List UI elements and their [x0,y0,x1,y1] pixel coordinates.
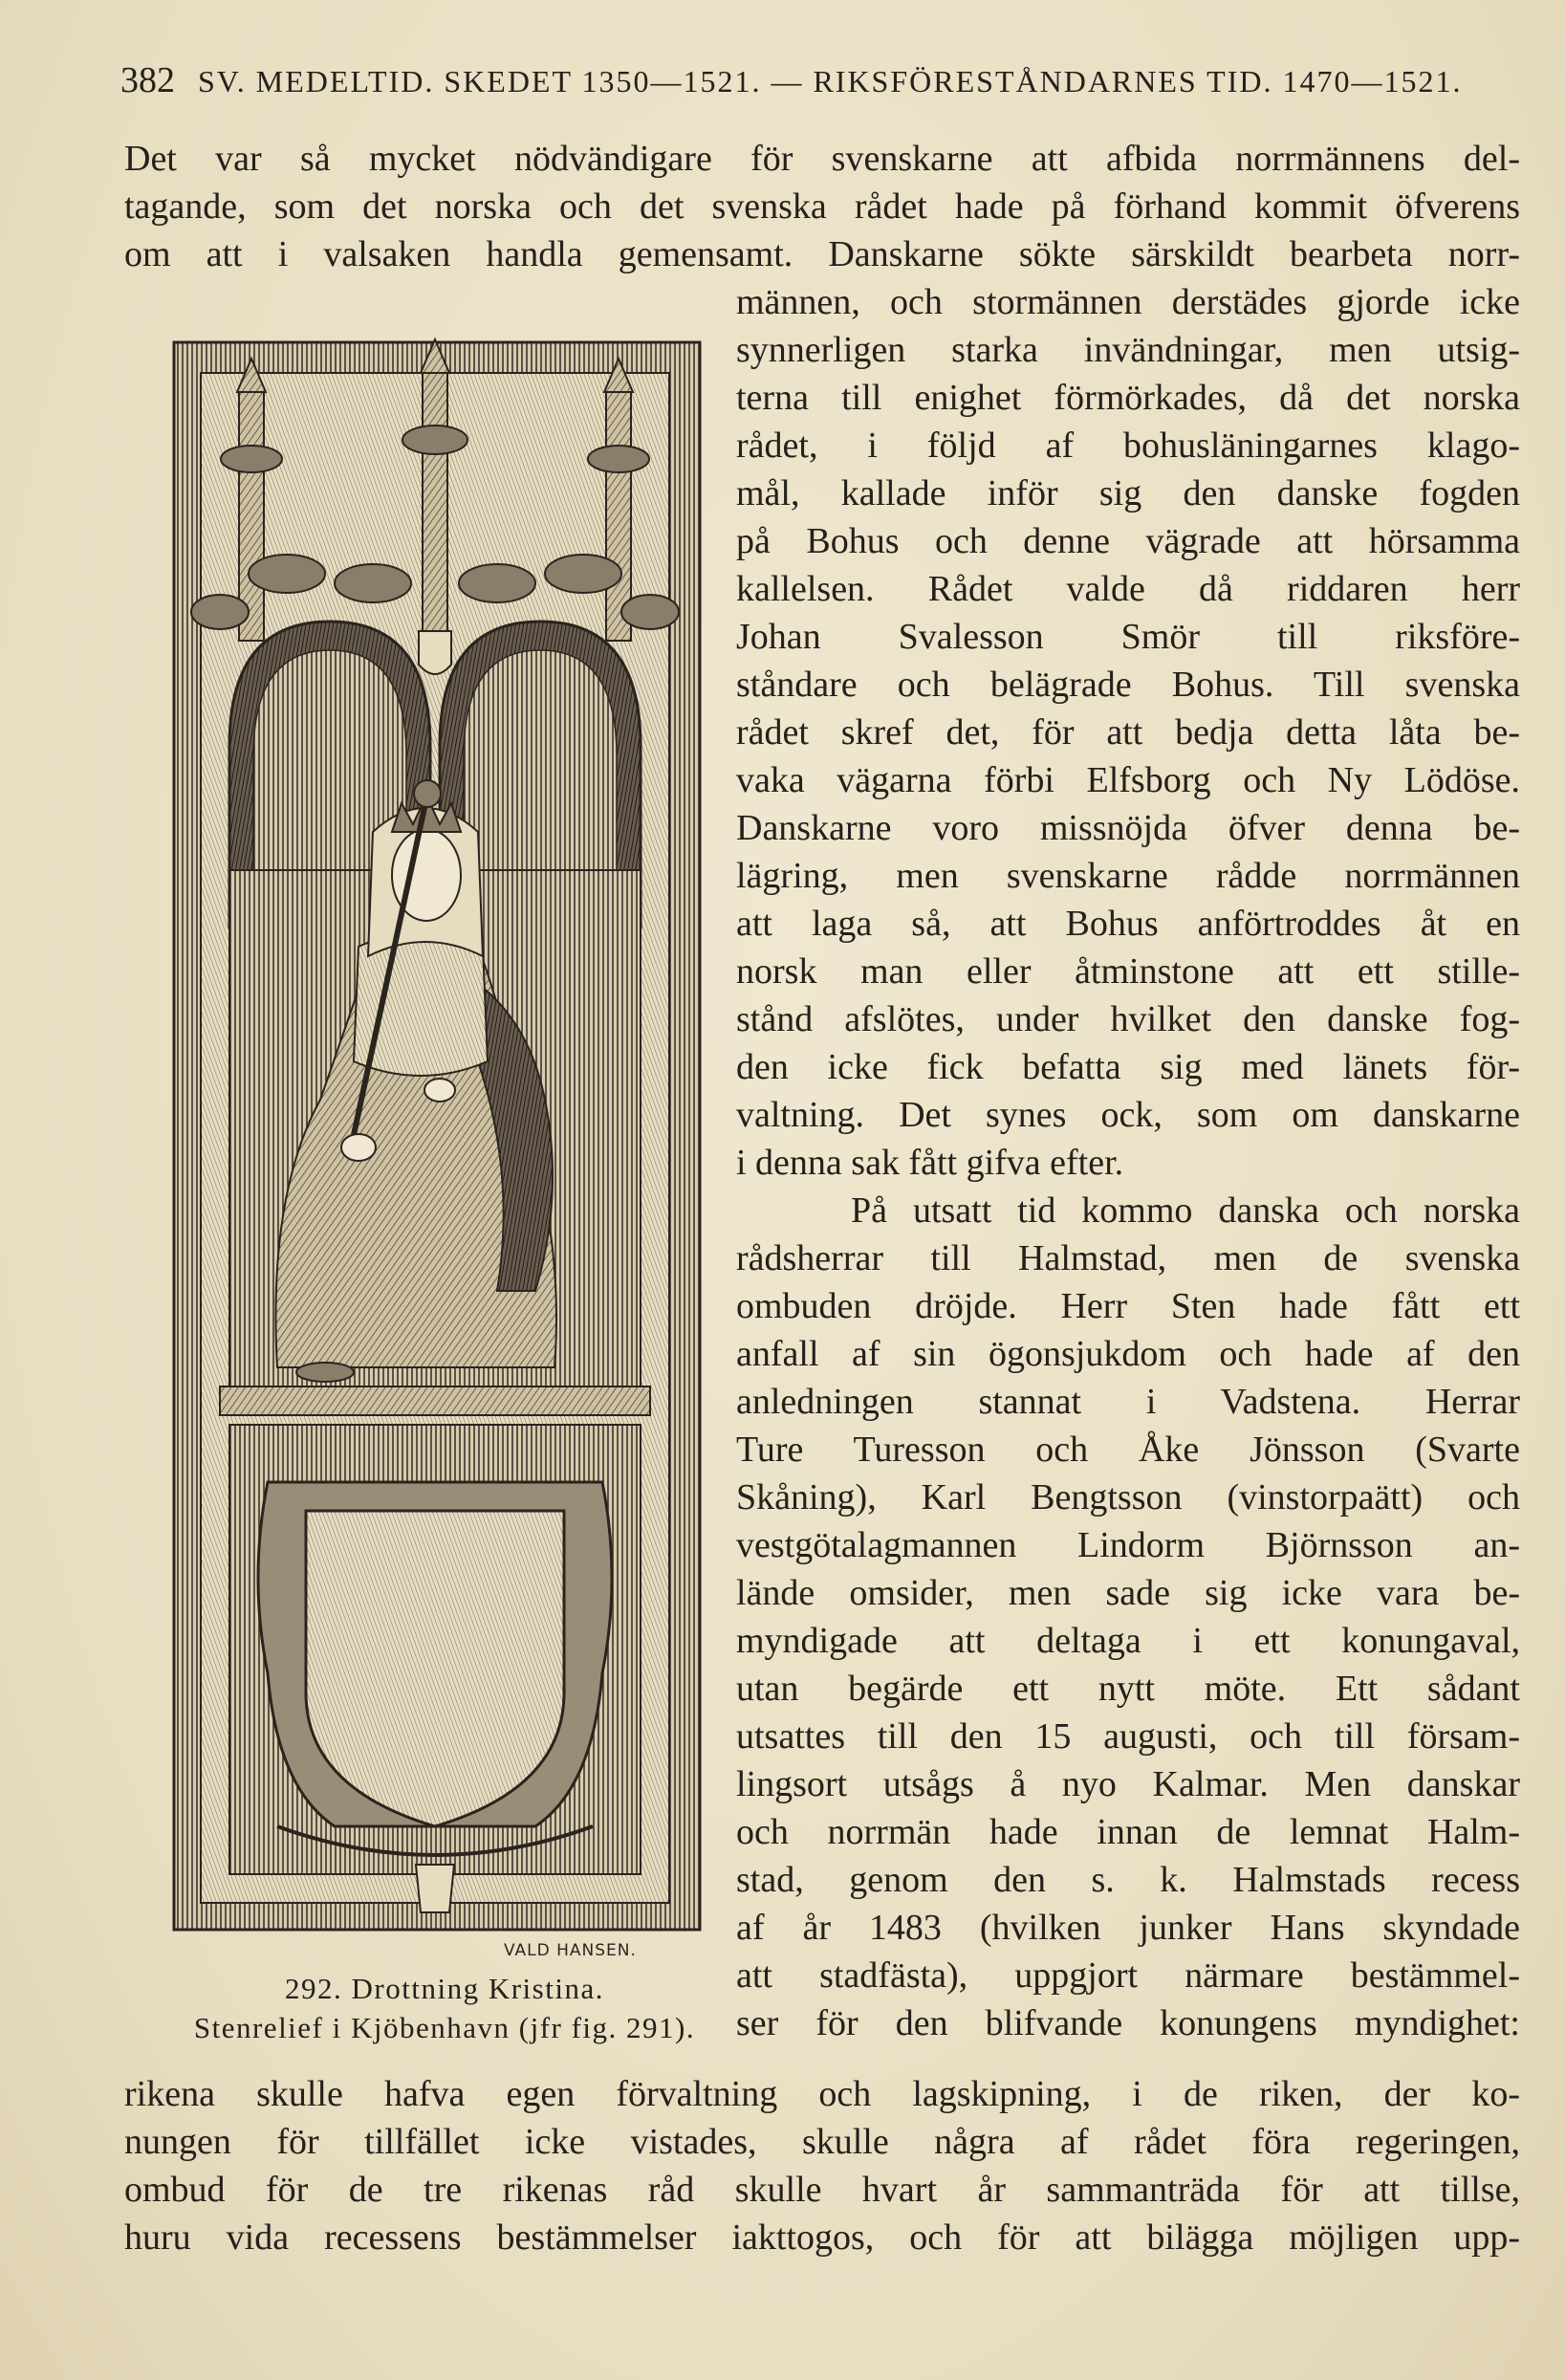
running-title: SV. MEDELTID. SKEDET 1350—1521. — RIKSFÖRESTÅNDARNES TID. 1470—1521. [198,64,1463,98]
body-line: rådsherrar till Halmstad, men de svenska [736,1238,1520,1278]
body-line: Skåning), Karl Bengtsson (vinstorpaätt) och [736,1477,1520,1518]
engraving-figure [163,335,712,1951]
body-line: valtning. Det synes ock, som om danskarne [736,1095,1520,1135]
body-line: rikena skulle hafva egen förvaltning och lagskipning, i de riken, der ko- [124,2074,1520,2114]
body-line: norsk man eller åtminstone att ett stille- [736,951,1520,992]
body-line: och norrmän hade innan de lemnat Halm- [736,1812,1520,1852]
body-line: ombuden dröjde. Herr Sten hade fått ett [736,1286,1520,1326]
relief-illustration [163,335,712,1951]
body-line: utsattes till den 15 augusti, och till försam- [736,1716,1520,1757]
body-line: männen, och stormännen derstädes gjorde icke [736,282,1520,322]
body-line: På utsatt tid kommo danska och norska [851,1190,1520,1231]
page-number: 382 [120,60,175,100]
body-line: ser för den blifvande konungens myndighet: [736,2003,1520,2043]
body-line: ombud för de tre rikenas råd skulle hvart år sammanträda för att tillse, [124,2170,1520,2210]
body-line: Det var så mycket nödvändigare för svenskarne att afbida norrmännens del- [124,139,1520,179]
body-line: myndigade att deltaga i ett konungaval, [736,1621,1520,1661]
body-line: synnerligen starka invändningar, men utsig- [736,330,1520,370]
body-line: stånd afslötes, under hvilket den danske fog- [736,999,1520,1039]
body-line: lingsort utsågs å nyo Kalmar. Men danskar [736,1764,1520,1804]
body-line: vaka vägarna förbi Elfsborg och Ny Lödöse. [736,760,1520,800]
body-line: terna till enighet förmörkades, då det norska [736,378,1520,418]
body-line: Danskarne voro missnöjda öfver denna be- [736,808,1520,848]
figure-caption-subtitle: Stenrelief i Kjöbenhavn (jfr fig. 291). [193,2011,696,2044]
body-line: kallelsen. Rådet valde då riddaren herr [736,569,1520,609]
body-line: lände omsider, men sade sig icke vara be- [736,1573,1520,1613]
body-line: tagande, som det norska och det svenska rådet hade på förhand kommit öfverens [124,186,1520,227]
body-line: rådet, i följd af bohusläningarnes klago- [736,426,1520,466]
body-line: Ture Turesson och Åke Jönsson (Svarte [736,1430,1520,1470]
body-line: anledningen stannat i Vadstena. Herrar [736,1382,1520,1422]
body-line: rådet skref det, för att bedja detta låta be- [736,712,1520,753]
body-line: att laga så, att Bohus anförtroddes åt en [736,904,1520,944]
body-line: anfall af sin ögonsjukdom och hade af den [736,1334,1520,1374]
body-line: mål, kallade inför sig den danske fogden [736,473,1520,513]
running-head [120,59,1516,101]
body-line: lägring, men svenskarne rådde norrmännen [736,856,1520,896]
body-line: att stadfästa), uppgjort närmare bestämmel- [736,1955,1520,1996]
body-line: den icke fick befatta sig med länets för- [736,1047,1520,1087]
body-line: utan begärde ett nytt möte. Ett sådant [736,1669,1520,1709]
body-line: på Bohus och denne vägrade att hörsamma [736,521,1520,561]
body-line: i denna sak fått gifva efter. [736,1143,1124,1183]
body-line: stad, genom den s. k. Halmstads recess [736,1860,1520,1900]
figure-caption-title: 292. Drottning Kristina. [285,1972,604,2005]
body-line: af år 1483 (hvilken junker Hans skyndade [736,1908,1520,1948]
body-line: huru vida recessens bestämmelser iakttogos, och för att bilägga möjligen upp- [124,2217,1520,2258]
body-line: Johan Svalesson Smör till riksföre- [736,617,1520,657]
artist-signature: VALD HANSEN. [504,1941,637,1960]
body-line: nungen för tillfället icke vistades, skulle några af rådet föra regeringen, [124,2122,1520,2162]
body-line: ståndare och belägrade Bohus. Till svenska [736,665,1520,705]
body-line: om att i valsaken handla gemensamt. Danskarne sökte särskildt bearbeta norr- [124,234,1520,274]
body-line: vestgötalagmannen Lindorm Björnsson an- [736,1525,1520,1565]
